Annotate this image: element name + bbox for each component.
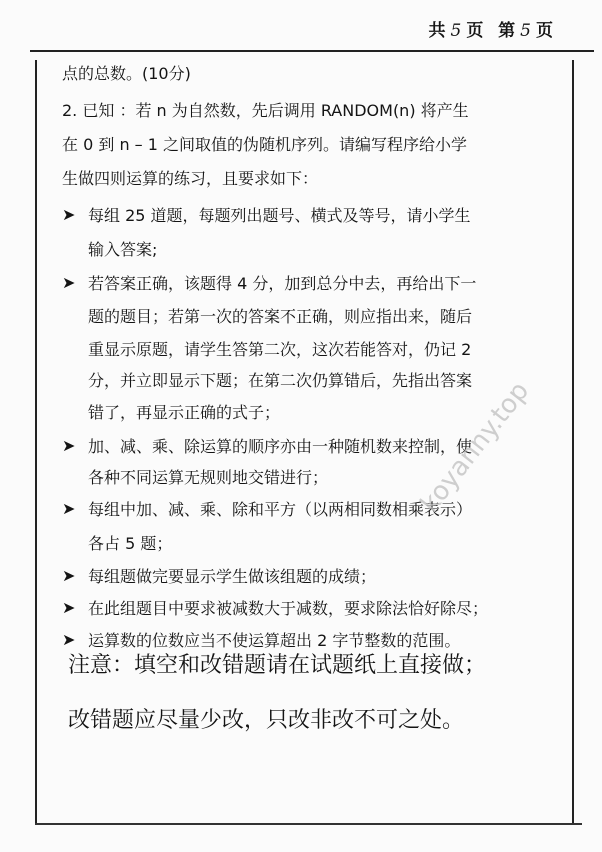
requirement-line: 每组 25 道题，每题列出题号、横式及等号，请小学生	[88, 206, 471, 225]
question-2-line: 2. 已知 ：若 n 为自然数，先后调用 RANDOM(n) 将产生	[62, 101, 469, 120]
requirement-line: 输入答案;	[88, 240, 158, 259]
notice-line: 注意：填空和改错题请在试题纸上直接做；	[68, 653, 487, 678]
text-line: 点的总数。(10分)	[62, 64, 191, 83]
total-pages: 5	[450, 21, 463, 41]
requirement-line: 分，并立即显示下题；在第二次仍算错后，先指出答案	[88, 371, 473, 390]
requirement-line: 每组中加、减、乘、除和平方（以两相同数相乘表示）	[88, 500, 473, 519]
requirement-line: 运算数的位数应当不使运算超出 2 字节整数的范围。	[88, 631, 461, 650]
bullet-arrow-icon: ➤	[62, 205, 76, 224]
label: 页	[466, 21, 485, 41]
requirement-line: 若答案正确，该题得 4 分，加到总分中去，再给出下一	[88, 274, 477, 293]
requirement-line: 重显示原题，请学生答第二次，这次若能答对，仍记 2	[88, 340, 472, 359]
bullet-arrow-icon: ➤	[62, 630, 76, 649]
bullet-arrow-icon: ➤	[62, 273, 76, 292]
footer-rule	[35, 823, 582, 825]
requirement-line: 题的题目；若第一次的答案不正确，则应指出来，随后	[88, 307, 473, 326]
requirement-line: 错了，再显示正确的式子；	[88, 403, 281, 422]
label: 页	[536, 21, 554, 41]
label: 第	[498, 21, 517, 41]
requirement-line: 加、减、乘、除运算的顺序亦由一种随机数来控制，使	[88, 437, 473, 456]
notice-line: 改错题应尽量少改，只改非改不可之处。	[68, 708, 465, 733]
question-2-line: 生做四则运算的练习，且要求如下：	[62, 169, 319, 188]
header-rule	[30, 50, 594, 52]
question-2-line: 在 0 到 n – 1 之间取值的伪随机序列。请编写程序给小学	[62, 135, 468, 154]
bullet-arrow-icon: ➤	[62, 499, 76, 518]
bullet-arrow-icon: ➤	[62, 566, 76, 585]
page-counter	[429, 16, 555, 41]
requirement-line: 各占 5 题；	[88, 534, 173, 553]
requirement-line: 每组题做完要显示学生做该组题的成绩；	[88, 567, 377, 586]
current-page: 5	[520, 21, 532, 41]
requirement-line: 各种不同运算无规则地交错进行；	[88, 468, 329, 487]
watermark: koyanny.top	[415, 376, 536, 519]
bullet-arrow-icon: ➤	[62, 598, 76, 617]
requirement-line: 在此组题目中要求被减数大于减数，要求除法恰好除尽；	[88, 599, 489, 618]
bullet-arrow-icon: ➤	[62, 436, 76, 455]
label: 共	[428, 21, 447, 41]
